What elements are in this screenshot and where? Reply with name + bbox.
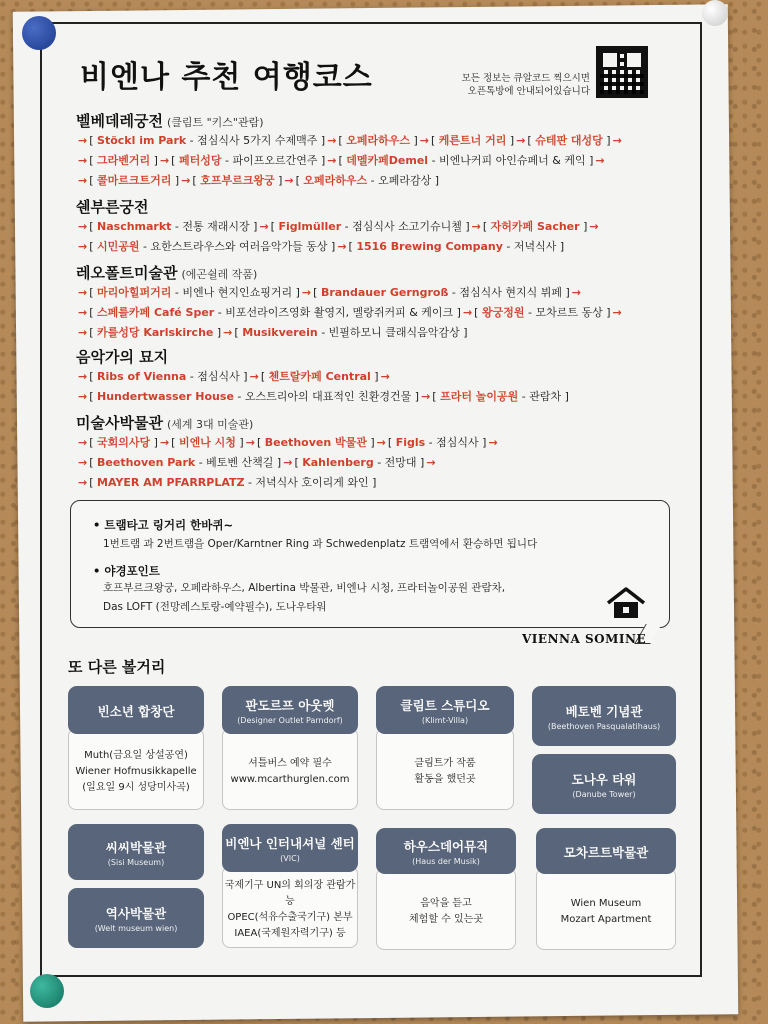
card-body-line: IAEA(국제원자력기구) 등 — [234, 928, 346, 939]
card-body — [536, 868, 676, 950]
bracket: ] — [431, 174, 440, 187]
route-line — [76, 283, 686, 303]
qr-note-line-2: 오픈톡방에 안내되어있습니다 — [467, 86, 590, 97]
card-subtitle: (Klimt-Villa) — [421, 716, 469, 725]
bracket: [ — [89, 326, 98, 339]
arrow-right-icon: → — [223, 326, 233, 339]
bracket: ] — [273, 456, 282, 469]
route-stop — [431, 134, 514, 147]
attraction-card — [532, 686, 676, 746]
bracket: ] — [416, 456, 425, 469]
arrow-right-icon: → — [419, 134, 429, 147]
arrow-right-icon: → — [327, 134, 337, 147]
route-stop — [338, 154, 593, 167]
card-body-line: Mozart Apartment — [560, 914, 652, 925]
route-stop — [89, 436, 158, 449]
route-line — [76, 171, 686, 191]
bracket: [ — [192, 174, 201, 187]
bracket: ] — [409, 134, 418, 147]
card-body — [222, 728, 358, 810]
bracket: [ — [260, 370, 269, 383]
bracket: [ — [89, 154, 98, 167]
route-line — [76, 323, 686, 343]
route-stop — [89, 154, 158, 167]
stop-description: - 베토벤 산책길 — [195, 456, 274, 469]
arrow-right-icon: → — [376, 436, 386, 449]
arrow-right-icon: → — [245, 436, 255, 449]
arrow-right-icon: → — [78, 370, 88, 383]
route-line — [76, 473, 686, 493]
section-title — [76, 196, 686, 217]
card-subtitle: (Welt museum wien) — [94, 924, 178, 933]
stop-description: - 전통 재래시장 — [171, 220, 250, 233]
arrow-right-icon: → — [462, 306, 473, 319]
arrow-right-icon: → — [301, 286, 312, 299]
stop-name: 그라벤거리 — [97, 154, 151, 167]
route-stop — [171, 154, 325, 167]
attraction-card — [68, 686, 204, 810]
stop-description: - 빈필하모니 클래식음악감상 — [317, 326, 460, 339]
bracket: ] — [150, 154, 158, 167]
card-subtitle: (Beethoven Pasqualatihaus) — [547, 722, 661, 731]
route-stop — [89, 456, 281, 469]
stop-name: 페터성당 — [178, 154, 222, 167]
arrow-right-icon: → — [159, 154, 170, 167]
bracket: [ — [89, 456, 98, 469]
card-body-line: www.mcarthurglen.com — [230, 774, 350, 785]
bracket: [ — [171, 436, 179, 449]
qr-note-line-1: 모든 정보는 큐알코드 찍으시면 — [461, 73, 590, 84]
route-stop — [234, 326, 467, 339]
stop-name: Hundertwasser House — [97, 390, 234, 403]
card-header — [532, 754, 676, 814]
section-subtitle: (세계 3대 미술관) — [166, 418, 254, 431]
stop-name: 케른트너 거리 — [438, 134, 507, 147]
bracket: ] — [366, 436, 375, 449]
bracket: ] — [370, 370, 379, 383]
route-stop — [294, 456, 424, 469]
night-view-body-1: 호프부르크왕궁, 오페라하우스, Albertina 박물관, 비엔나 시청, 프라터놀이공원 관람차, — [103, 582, 506, 594]
arrow-right-icon: → — [595, 154, 605, 167]
bracket: ] — [239, 370, 248, 383]
stop-name: Beethoven Park — [97, 456, 196, 469]
attraction-card — [68, 888, 204, 948]
stop-name: Brandauer Gerngroß — [320, 286, 449, 299]
bracket: [ — [256, 436, 265, 449]
bracket: [ — [270, 220, 279, 233]
card-header — [222, 686, 358, 734]
stop-name: Figls — [395, 436, 426, 449]
bracket: ] — [461, 220, 470, 233]
card-title: 역사박물관 — [105, 906, 167, 921]
card-title: 베토벤 기념관 — [565, 704, 643, 719]
arrow-right-icon: → — [571, 286, 581, 299]
section-title — [76, 412, 686, 433]
card-body-line: 음악을 듣고 — [420, 898, 472, 909]
bracket: ] — [213, 326, 222, 339]
route-stop — [89, 390, 419, 403]
stop-description: - 점심식사 소고기슈니첼 — [341, 220, 462, 233]
arrow-right-icon: → — [589, 220, 599, 233]
stop-name: 호프부르크왕궁 — [200, 174, 275, 187]
card-subtitle: (Haus der Musik) — [412, 857, 480, 866]
stop-description: - 점심식사 5가지 수제맥주 — [186, 134, 318, 147]
route-stop — [257, 436, 375, 449]
stop-name: Kahlenberg — [302, 456, 374, 469]
bracket: ] — [327, 240, 336, 253]
card-body-line: Muth(금요일 상설공연) — [84, 750, 188, 761]
bracket: ] — [317, 134, 326, 147]
attraction-card — [376, 686, 514, 810]
card-header — [222, 824, 358, 872]
stop-name: 마리아힐퍼거리 — [97, 286, 172, 299]
bracket: ] — [506, 134, 515, 147]
bracket: [ — [171, 154, 179, 167]
arrow-right-icon: → — [78, 436, 88, 449]
arrow-right-icon: → — [78, 286, 88, 299]
stop-description: - 전망대 — [373, 456, 417, 469]
course-section — [76, 110, 686, 191]
route-line — [76, 217, 686, 237]
brand-name: VIENNA SOMINE — [522, 632, 647, 646]
section-title-text: 레오폴트미술관 — [76, 264, 178, 282]
bracket: [ — [295, 174, 304, 187]
bracket: ] — [585, 154, 594, 167]
bracket: [ — [89, 240, 98, 253]
arrow-right-icon: → — [426, 456, 436, 469]
route-stop — [89, 306, 461, 319]
card-body-line: OPEC(석유수출국기구) 본부 — [227, 912, 353, 923]
card-title: 비엔나 인터내셔널 센터 — [225, 836, 355, 851]
stop-name: 슈테판 대성당 — [535, 134, 603, 147]
route-line — [76, 453, 686, 473]
card-body-line: 셔틀버스 예약 필수 — [248, 758, 332, 769]
tips-bubble — [70, 500, 670, 628]
route-stop — [271, 220, 470, 233]
arrow-right-icon: → — [327, 154, 337, 167]
course-section — [76, 412, 686, 493]
stop-name: 카를성당 Karlskirche — [97, 326, 214, 339]
arrow-right-icon: → — [259, 220, 269, 233]
bracket: [ — [89, 370, 98, 383]
bracket: [ — [89, 390, 98, 403]
stop-name: 오페라하우스 — [346, 134, 410, 147]
qr-note — [450, 72, 590, 98]
stop-name: 데멜카페Demel — [346, 154, 429, 167]
bracket: [ — [89, 436, 98, 449]
arrow-right-icon: → — [337, 240, 347, 253]
card-header — [68, 686, 204, 734]
bracket: ] — [561, 390, 569, 403]
route-stop — [171, 436, 244, 449]
bracket: ] — [556, 240, 565, 253]
card-body — [222, 866, 358, 948]
bracket: ] — [249, 220, 258, 233]
stop-name: 국회의사당 — [97, 436, 151, 449]
arrow-right-icon: → — [488, 436, 498, 449]
bracket: [ — [89, 220, 98, 233]
section-title-text: 미술사박물관 — [76, 414, 163, 432]
bracket: ] — [602, 306, 611, 319]
route-stop — [313, 286, 570, 299]
bracket: ] — [235, 436, 244, 449]
route-line — [76, 131, 686, 151]
route-stop — [89, 476, 376, 489]
card-header — [376, 828, 516, 874]
night-view-title: • 야경포인트 — [93, 564, 160, 578]
bracket: ] — [368, 476, 377, 489]
course-section — [76, 196, 686, 257]
green-pushpin-icon — [30, 974, 64, 1008]
route-stop — [89, 326, 221, 339]
section-title-text: 음악가의 묘지 — [76, 348, 169, 366]
card-header — [532, 686, 676, 746]
bracket: [ — [234, 326, 243, 339]
arrow-right-icon: → — [380, 370, 390, 383]
card-title: 도나우 타워 — [571, 772, 637, 787]
bracket: ] — [274, 174, 283, 187]
route-stop — [527, 134, 610, 147]
bracket: [ — [89, 306, 98, 319]
bracket: [ — [294, 456, 303, 469]
bracket: [ — [313, 286, 321, 299]
route-stop — [474, 306, 610, 319]
route-line — [76, 433, 686, 453]
stop-name: Naschmarkt — [97, 220, 172, 233]
arrow-right-icon: → — [78, 240, 88, 253]
stop-name: 스페를카페 Café Sper — [97, 306, 215, 319]
other-attractions-title: 또 다른 볼거리 — [68, 658, 166, 676]
route-line — [76, 303, 686, 323]
route-stop — [388, 436, 487, 449]
card-body — [68, 728, 204, 810]
bracket: [ — [527, 134, 536, 147]
route-stop — [432, 390, 569, 403]
qr-code-icon[interactable] — [596, 46, 648, 98]
card-header — [376, 686, 514, 734]
stop-description: - 점심식사 현지식 뷔페 — [448, 286, 562, 299]
bracket: [ — [89, 286, 98, 299]
bracket: ] — [317, 154, 326, 167]
bracket: [ — [338, 154, 347, 167]
arrow-right-icon: → — [78, 456, 88, 469]
page-title: 비엔나 추천 여행코스 — [80, 60, 373, 95]
stop-description: - 비엔나커피 아인슈페너 & 케익 — [428, 154, 586, 167]
card-header — [536, 828, 676, 874]
route-stop — [296, 174, 439, 187]
arrow-right-icon: → — [181, 174, 191, 187]
card-body — [376, 728, 514, 810]
arrow-right-icon: → — [284, 174, 294, 187]
card-title: 씨씨박물관 — [105, 840, 167, 855]
bracket: ] — [602, 134, 611, 147]
section-subtitle: (에곤쉴레 작품) — [181, 268, 258, 281]
route-stop — [483, 220, 588, 233]
stop-name: 비엔나 시청 — [178, 436, 236, 449]
stop-description: - 요한스트라우스와 여러음악가들 동상 — [139, 240, 328, 253]
stop-name: Ribs of Vienna — [97, 370, 187, 383]
card-body-line: (일요일 9시 성당미사곡) — [82, 782, 190, 793]
arrow-right-icon: → — [78, 174, 88, 187]
route-stop — [89, 174, 179, 187]
card-title: 모차르트박물관 — [563, 845, 649, 860]
bracket: [ — [89, 476, 98, 489]
attraction-card — [68, 824, 204, 880]
route-stop — [338, 134, 417, 147]
stop-name: 오페라하우스 — [303, 174, 368, 187]
arrow-right-icon: → — [159, 436, 170, 449]
stop-description: - 파이프오르간연주 — [221, 154, 318, 167]
route-line — [76, 237, 686, 257]
route-stop — [261, 370, 379, 383]
stop-name: 자허카페 Sacher — [490, 220, 580, 233]
route-stop — [89, 240, 335, 253]
stop-description: - 비포선라이즈영화 촬영지, 멜랑쥐커피 & 케이크 — [214, 306, 454, 319]
stop-description: - 오페라감상 — [367, 174, 432, 187]
route-line — [76, 151, 686, 171]
route-line — [76, 387, 686, 407]
section-title — [76, 110, 686, 131]
bracket: ] — [453, 306, 461, 319]
stop-name: 1516 Brewing Company — [356, 240, 503, 253]
section-title-text: 쉔부른궁전 — [76, 198, 149, 216]
bracket: [ — [482, 220, 491, 233]
arrow-right-icon: → — [78, 390, 88, 403]
bracket: ] — [292, 286, 300, 299]
attraction-card — [376, 828, 516, 950]
card-header — [68, 888, 204, 948]
arrow-right-icon: → — [78, 154, 88, 167]
stop-description: - 점심식사 — [425, 436, 479, 449]
bracket: ] — [411, 390, 420, 403]
night-view-body-2: Das LOFT (전망레스토랑-예약필수), 도나우타워 — [103, 601, 327, 613]
route-stop — [89, 220, 257, 233]
section-subtitle: (클림트 "키스"관람) — [166, 116, 264, 129]
attraction-card — [222, 686, 358, 810]
card-body — [376, 868, 516, 950]
bracket: ] — [150, 436, 158, 449]
section-title-text: 벨베데레궁전 — [76, 112, 163, 130]
tram-tip-body: 1번트램 과 2번트램을 Oper/Karntner Ring 과 Schwedenplatz 트램역에서 환승하면 됩니다 — [103, 538, 538, 550]
house-icon — [606, 586, 646, 620]
bracket: [ — [432, 390, 441, 403]
stop-name: 프라터 놀이공원 — [440, 390, 519, 403]
arrow-right-icon: → — [78, 326, 88, 339]
stop-name: Figlmüller — [278, 220, 342, 233]
stop-name: Musikverein — [242, 326, 318, 339]
stop-name: 왕궁정원 — [481, 306, 525, 319]
attraction-card — [222, 824, 358, 948]
stop-description: - 관람차 — [518, 390, 562, 403]
stop-description: - 비엔나 현지인쇼핑거리 — [171, 286, 293, 299]
course-section — [76, 346, 686, 407]
route-stop — [89, 370, 247, 383]
route-stop — [89, 286, 300, 299]
bracket: ] — [579, 220, 588, 233]
stop-description: - 모차르트 동상 — [524, 306, 603, 319]
card-body-line: 국제기구 UN의 회의장 관람가능 — [224, 880, 356, 907]
card-subtitle: (Sisi Museum) — [107, 858, 165, 867]
arrow-right-icon: → — [283, 456, 293, 469]
stop-name: 시민공원 — [97, 240, 140, 253]
card-title: 빈소년 합창단 — [97, 704, 175, 719]
arrow-right-icon: → — [78, 476, 88, 489]
stop-description: - 저녁식사 — [502, 240, 557, 253]
route-line — [76, 367, 686, 387]
bracket: [ — [431, 134, 439, 147]
route-stop — [192, 174, 282, 187]
arrow-right-icon: → — [78, 134, 88, 147]
card-subtitle: (VIC) — [280, 854, 300, 863]
card-body-line: Wiener Hofmusikkapelle — [75, 766, 197, 777]
white-pushpin-icon — [702, 0, 728, 26]
bracket: ] — [561, 286, 570, 299]
route-stop — [349, 240, 565, 253]
stop-name: 콜마르크트거리 — [97, 174, 172, 187]
stop-name: 첸트랄카페 Central — [268, 370, 371, 383]
stop-description: - 저녁식사 호이리게 와인 — [244, 476, 369, 489]
bracket: [ — [89, 174, 98, 187]
attraction-card — [532, 754, 676, 814]
card-title: 하우스데어뮤직 — [403, 839, 489, 854]
route-stop — [89, 134, 325, 147]
stop-description: - 점심식사 — [186, 370, 240, 383]
blue-pushpin-icon — [22, 16, 56, 50]
bracket: ] — [459, 326, 468, 339]
arrow-right-icon: → — [78, 306, 88, 319]
card-body-line: Wien Museum — [570, 898, 642, 909]
bracket: [ — [89, 134, 98, 147]
card-title: 판도르프 아웃렛 — [245, 698, 335, 713]
bracket: [ — [338, 134, 347, 147]
stop-name: Stöckl im Park — [97, 134, 187, 147]
section-title — [76, 346, 686, 367]
bracket: [ — [348, 240, 357, 253]
arrow-right-icon: → — [249, 370, 259, 383]
bracket: ] — [478, 436, 487, 449]
card-title: 클림트 스튜디오 — [400, 698, 490, 713]
card-header — [68, 824, 204, 880]
bracket: [ — [474, 306, 482, 319]
bracket: [ — [387, 436, 396, 449]
arrow-right-icon: → — [516, 134, 526, 147]
arrow-right-icon: → — [78, 220, 88, 233]
card-body-line: 클림트가 작품 — [414, 758, 476, 769]
section-title — [76, 262, 686, 283]
card-body-line: 체험할 수 있는곳 — [409, 914, 483, 925]
stop-name: MAYER AM PFARRPLATZ — [97, 476, 245, 489]
arrow-right-icon: → — [421, 390, 431, 403]
stop-name: Beethoven 박물관 — [264, 436, 367, 449]
attraction-card — [536, 828, 676, 950]
arrow-right-icon: → — [612, 134, 622, 147]
bracket: ] — [171, 174, 180, 187]
card-subtitle: (Designer Outlet Parndorf) — [237, 716, 343, 725]
arrow-right-icon: → — [612, 306, 622, 319]
stop-description: - 오스트리아의 대표적인 친환경건물 — [233, 390, 412, 403]
card-subtitle: (Danube Tower) — [572, 790, 636, 799]
card-body-line: 활동을 했던곳 — [414, 774, 476, 785]
arrow-right-icon: → — [471, 220, 481, 233]
course-section — [76, 262, 686, 343]
tram-tip-title: • 트램타고 링거리 한바퀴~ — [93, 518, 234, 532]
